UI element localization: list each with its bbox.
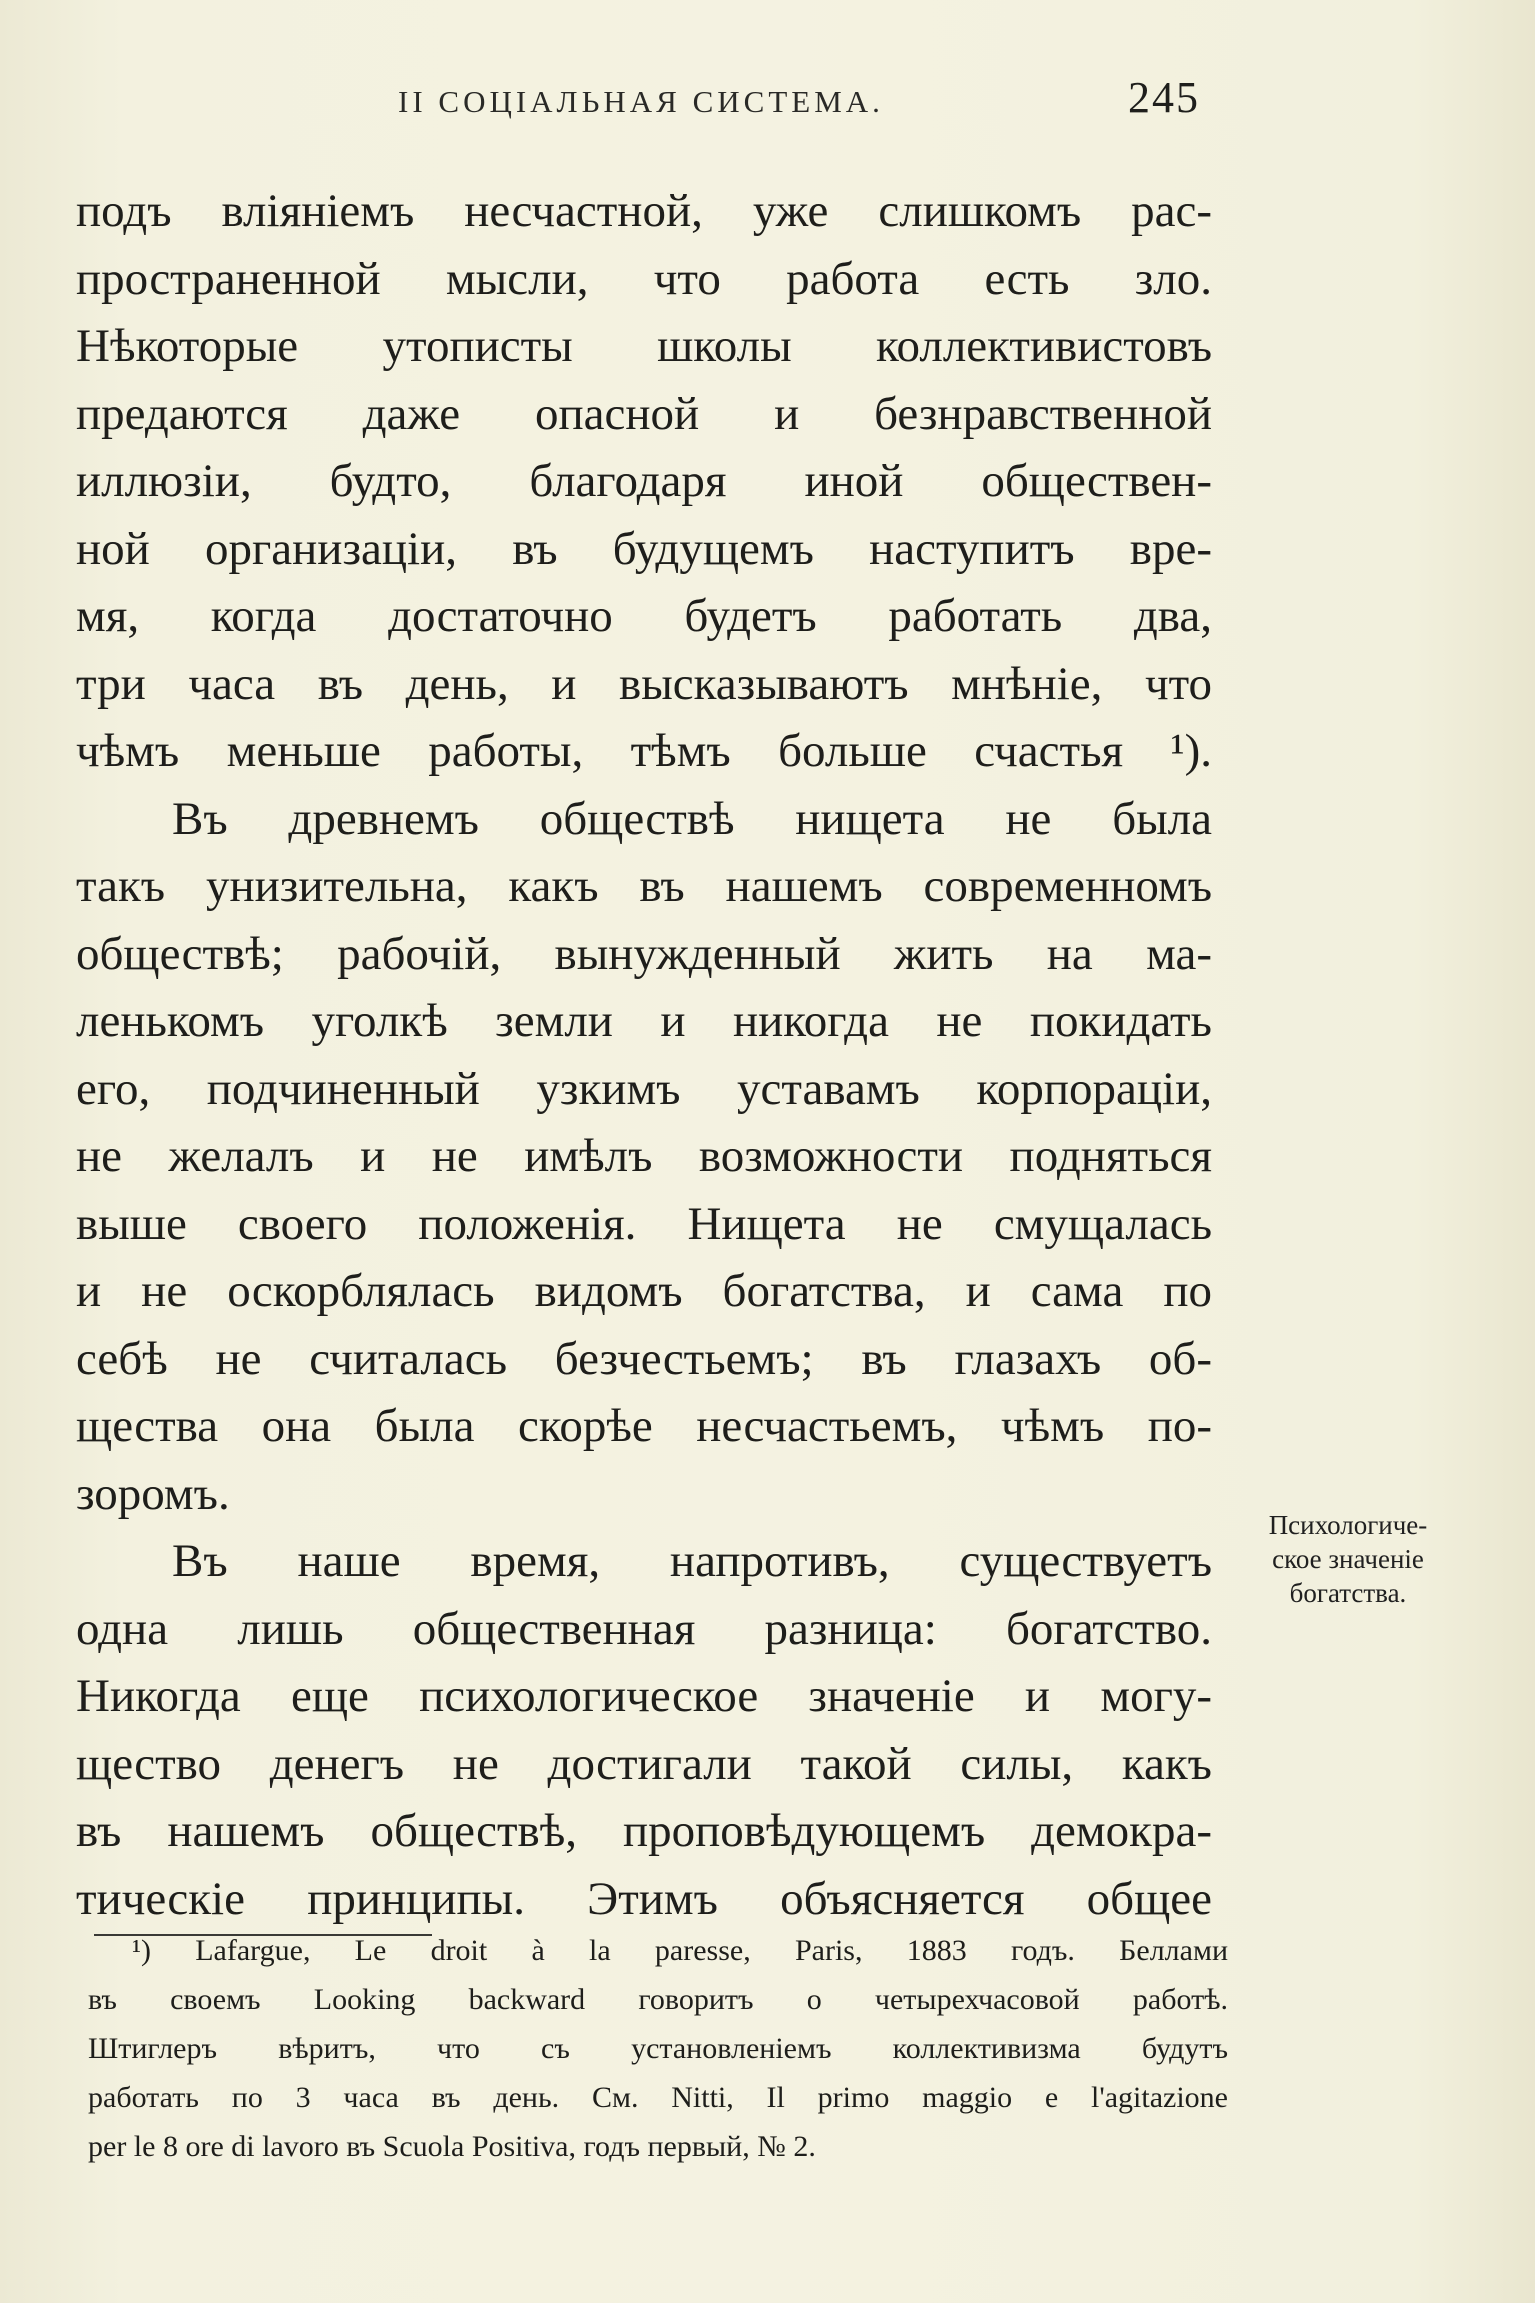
page-number: 245: [1128, 73, 1200, 122]
text-line: пространенной мысли, что работа есть зло.: [76, 252, 1212, 305]
footnote-line: per le 8 ore di lavoro въ Scuola Positiva, годъ первый, № 2.: [88, 2130, 816, 2163]
text-line: три часа въ день, и высказываютъ мнѣніе, что: [76, 657, 1212, 710]
text-line: щество денегъ не достигали такой силы, какъ: [76, 1737, 1212, 1790]
footnote-line: Штиглеръ вѣритъ, что съ установленіемъ коллективизма будутъ: [88, 2032, 1228, 2065]
main-text: [76, 178, 1212, 1933]
text-line: иллюзіи, будто, благодаря иной обществен-: [76, 455, 1212, 507]
footnote-line: въ своемъ Looking backward говоритъ о четырехчасовой работѣ.: [88, 1983, 1228, 2016]
text-line: ной организаціи, въ будущемъ наступитъ вре-: [76, 522, 1212, 575]
footnote-line: работать по 3 часа въ день. См. Nitti, Il primo maggio e l'agitazione: [88, 2081, 1228, 2114]
page-header: [0, 72, 1535, 132]
text-line: Нѣкоторые утописты школы коллективистовъ: [76, 320, 1212, 372]
margin-note-line: богатства.: [1289, 1578, 1407, 1608]
text-line: зоромъ.: [76, 1467, 230, 1520]
running-title: II СОЦІАЛЬНАЯ СИСТЕМА.: [398, 84, 884, 119]
text-line: Въ наше время, напротивъ, существуетъ: [172, 1535, 1212, 1587]
text-line: предаются даже опасной и безнравственной: [76, 387, 1212, 440]
text-line: обществѣ; рабочій, вынужденный жить на ма-: [76, 927, 1212, 980]
margin-note-line: ское значеніе: [1272, 1544, 1424, 1574]
text-line: и не оскорблялась видомъ богатства, и сама по: [76, 1265, 1212, 1317]
text-line: его, подчиненный узкимъ уставамъ корпораціи,: [76, 1062, 1212, 1115]
text-line: себѣ не считалась безчестьемъ; въ глазахъ об-: [76, 1332, 1212, 1385]
text-line: ленькомъ уголкѣ земли и никогда не покидать: [76, 995, 1212, 1047]
text-line: такъ унизительна, какъ въ нашемъ современномъ: [76, 860, 1212, 912]
footnote-line: ¹) Lafargue, Le droit à la paresse, Paris, 1883 годъ. Беллами: [132, 1934, 1228, 1967]
text-line: Никогда еще психологическое значеніе и могу-: [76, 1670, 1212, 1722]
text-line: Въ древнемъ обществѣ нищета не была: [172, 792, 1212, 845]
text-line: не желалъ и не имѣлъ возможности подняться: [76, 1130, 1212, 1182]
text-line: выше своего положенія. Нищета не смущалась: [76, 1197, 1212, 1250]
text-line: тическіе принципы. Этимъ объясняется общее: [76, 1872, 1212, 1925]
text-line: щества она была скорѣе несчастьемъ, чѣмъ по-: [76, 1400, 1212, 1452]
text-line: подъ вліяніемъ несчастной, уже слишкомъ рас-: [76, 185, 1212, 237]
text-line: въ нашемъ обществѣ, проповѣдующемъ демокра-: [76, 1805, 1212, 1857]
text-line: мя, когда достаточно будетъ работать два,: [76, 590, 1212, 642]
text-line: одна лишь общественная разница: богатство.: [76, 1602, 1212, 1655]
footnotes: [88, 1926, 1228, 2171]
margin-note: [1228, 1508, 1468, 1610]
text-line: чѣмъ меньше работы, тѣмъ больше счастья ¹).: [76, 725, 1212, 777]
margin-note-line: Психологиче-: [1268, 1510, 1428, 1540]
